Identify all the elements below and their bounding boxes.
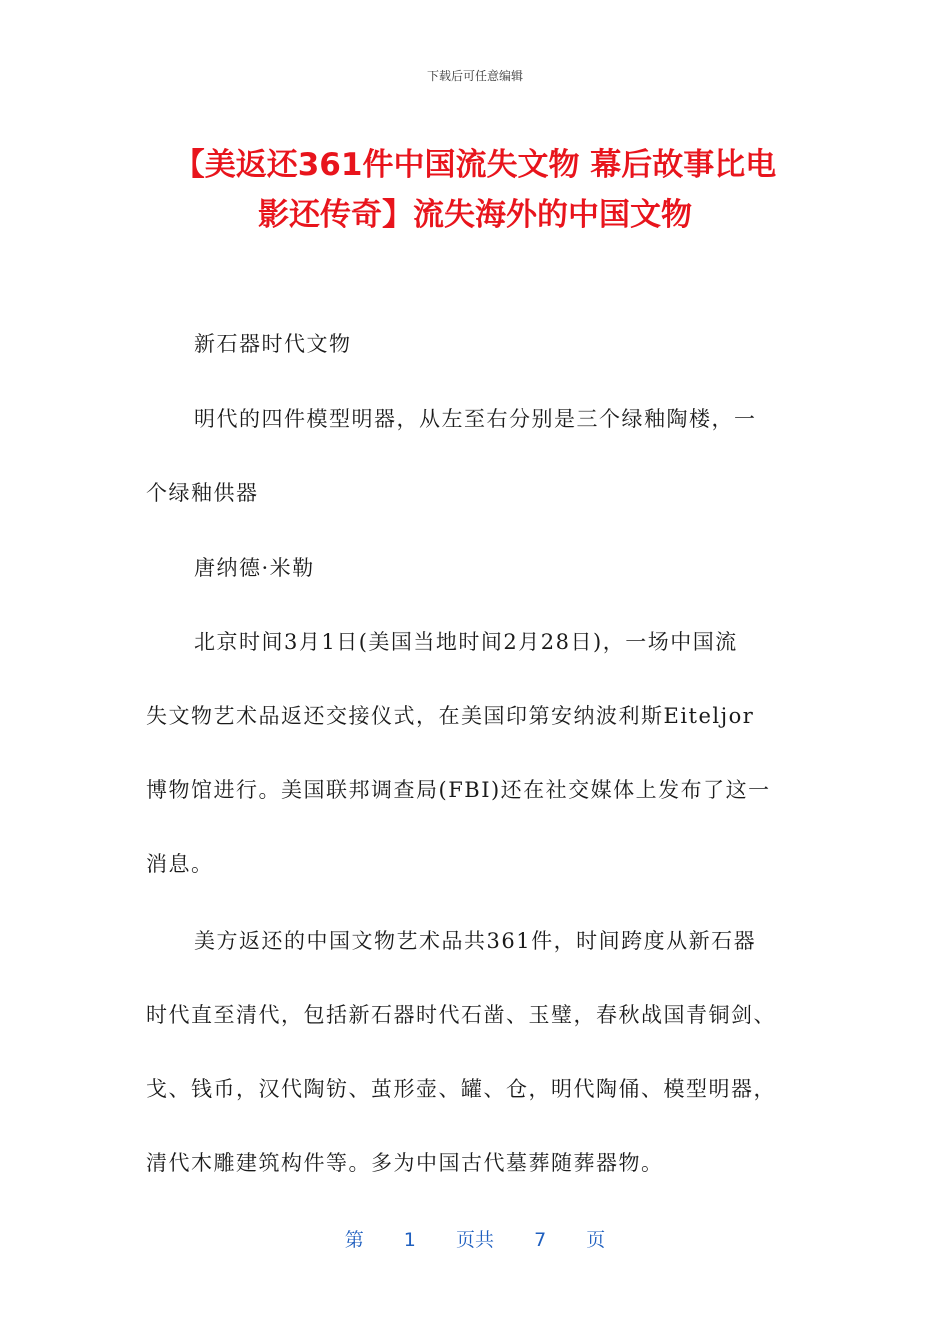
footer-page-number: 1 <box>403 1229 416 1251</box>
footer-prefix: 第 <box>344 1229 364 1251</box>
paragraph-line: 北京时间3月1日(美国当地时间2月28日)，一场中国流 <box>194 630 738 654</box>
paragraph-line: 唐纳德·米勒 <box>194 556 315 580</box>
title-line-2: 影还传奇】流失海外的中国文物 <box>258 197 692 233</box>
paragraph-1 <box>146 307 352 381</box>
footer-total-pages: 7 <box>534 1229 547 1251</box>
document-title <box>100 140 850 240</box>
paragraph-line: 个绿釉供器 <box>146 481 259 505</box>
paragraph-line: 明代的四件模型明器，从左至右分别是三个绿釉陶楼，一 <box>194 407 757 431</box>
paragraph-line: 消息。 <box>146 852 214 876</box>
paragraph-2 <box>146 382 757 530</box>
header-note: 下载后可任意编辑 <box>426 69 523 83</box>
paragraph-line: 时代直至清代，包括新石器时代石凿、玉璧，春秋战国青铜剑、 <box>146 1003 776 1027</box>
footer-suffix: 页 <box>586 1229 606 1251</box>
page-footer <box>0 1225 950 1252</box>
paragraph-line: 清代木雕建筑构件等。多为中国古代墓葬随葬器物。 <box>146 1151 664 1175</box>
paragraph-line: 美方返还的中国文物艺术品共361件，时间跨度从新石器 <box>194 929 757 953</box>
footer-middle: 页共 <box>455 1229 494 1251</box>
paragraph-line: 博物馆进行。美国联邦调查局(FBI)还在社交媒体上发布了这一 <box>146 778 771 802</box>
title-line-1: 【美返还361件中国流失文物 幕后故事比电 <box>173 147 777 183</box>
paragraph-line: 失文物艺术品返还交接仪式，在美国印第安纳波利斯Eiteljor <box>146 704 755 728</box>
paragraph-4 <box>146 605 771 901</box>
paragraph-line: 戈、钱币，汉代陶钫、茧形壶、罐、仓，明代陶俑、模型明器， <box>146 1077 776 1101</box>
paragraph-3 <box>146 531 315 605</box>
paragraph-line: 新石器时代文物 <box>194 332 352 356</box>
paragraph-5 <box>146 904 776 1200</box>
